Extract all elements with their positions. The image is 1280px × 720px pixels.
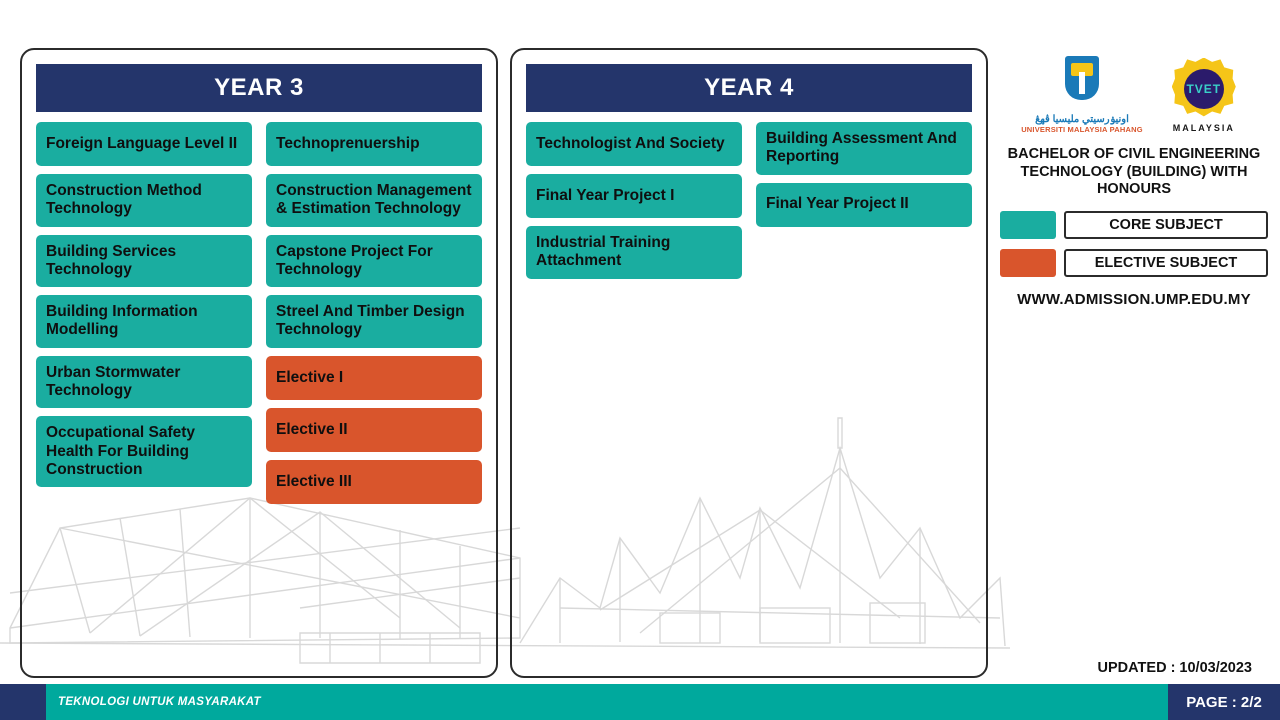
programme-title: BACHELOR OF CIVIL ENGINEERING TECHNOLOGY (BUILDING) WITH HONOURS: [1007, 146, 1261, 198]
legend-label-elective: ELECTIVE SUBJECT: [1064, 249, 1268, 277]
tvet-abbr-label: TVET: [1184, 69, 1224, 109]
subject-item-elective[interactable]: Elective III: [266, 460, 482, 504]
year4-column-1: [526, 122, 742, 279]
legend: [1000, 211, 1268, 277]
tvet-gear-icon: [1161, 58, 1247, 122]
year-panel-3-columns: [36, 122, 482, 504]
footer-tagline: TEKNOLOGI UNTUK MASYARAKAT: [58, 696, 261, 708]
logo-row: [1000, 50, 1268, 140]
year-panel-4-columns: [526, 122, 972, 279]
year3-column-1: [36, 122, 252, 504]
footer-bar: [0, 684, 1280, 720]
tvet-country-label: MALAYSIA: [1172, 122, 1235, 133]
subject-item[interactable]: Industrial Training Attachment: [526, 226, 742, 279]
subject-item[interactable]: Building Assessment And Reporting: [756, 122, 972, 175]
subject-item[interactable]: Technoprenuership: [266, 122, 482, 166]
year-panel-3: [20, 48, 498, 678]
ump-shield-icon: [1058, 56, 1106, 112]
legend-swatch-core: [1000, 211, 1056, 239]
subject-item[interactable]: Streel And Timber Design Technology: [266, 295, 482, 348]
subject-item-elective[interactable]: Elective I: [266, 356, 482, 400]
subject-item[interactable]: Building Information Modelling: [36, 295, 252, 348]
ump-name-arabic: اونيۏرسيتي مليسيا ڤهڠ: [1035, 114, 1129, 125]
footer-page-indicator: PAGE : 2/2: [1168, 684, 1280, 720]
year-panel-3-title: YEAR 3: [36, 64, 482, 112]
subject-item[interactable]: Construction Method Technology: [36, 174, 252, 227]
subject-item[interactable]: Construction Management & Estimation Technology: [266, 174, 482, 227]
subject-item[interactable]: Final Year Project II: [756, 183, 972, 227]
subject-item[interactable]: Foreign Language Level II: [36, 122, 252, 166]
subject-item[interactable]: Final Year Project I: [526, 174, 742, 218]
legend-swatch-elective: [1000, 249, 1056, 277]
legend-row-elective: [1000, 249, 1268, 277]
info-column: [1000, 50, 1268, 308]
subject-item[interactable]: Capstone Project For Technology: [266, 235, 482, 288]
subject-item[interactable]: Technologist And Society: [526, 122, 742, 166]
year4-column-2: [756, 122, 972, 279]
ump-logo: [1021, 56, 1143, 134]
tvet-logo: [1161, 58, 1247, 133]
year-panel-4-title: YEAR 4: [526, 64, 972, 112]
website-link[interactable]: WWW.ADMISSION.UMP.EDU.MY: [1017, 291, 1251, 309]
legend-row-core: [1000, 211, 1268, 239]
subject-item-elective[interactable]: Elective II: [266, 408, 482, 452]
ump-name-english: UNIVERSITI MALAYSIA PAHANG: [1021, 125, 1143, 134]
ump-abbr-label: UMP: [1073, 103, 1091, 112]
year-panel-4: [510, 48, 988, 678]
legend-label-core: CORE SUBJECT: [1064, 211, 1268, 239]
subject-item[interactable]: Urban Stormwater Technology: [36, 356, 252, 409]
subject-item[interactable]: Building Services Technology: [36, 235, 252, 288]
subject-item[interactable]: Occupational Safety Health For Building Construction: [36, 416, 252, 487]
updated-date: UPDATED : 10/03/2023: [1097, 660, 1252, 676]
year3-column-2: [266, 122, 482, 504]
footer-left-cap: [0, 684, 46, 720]
